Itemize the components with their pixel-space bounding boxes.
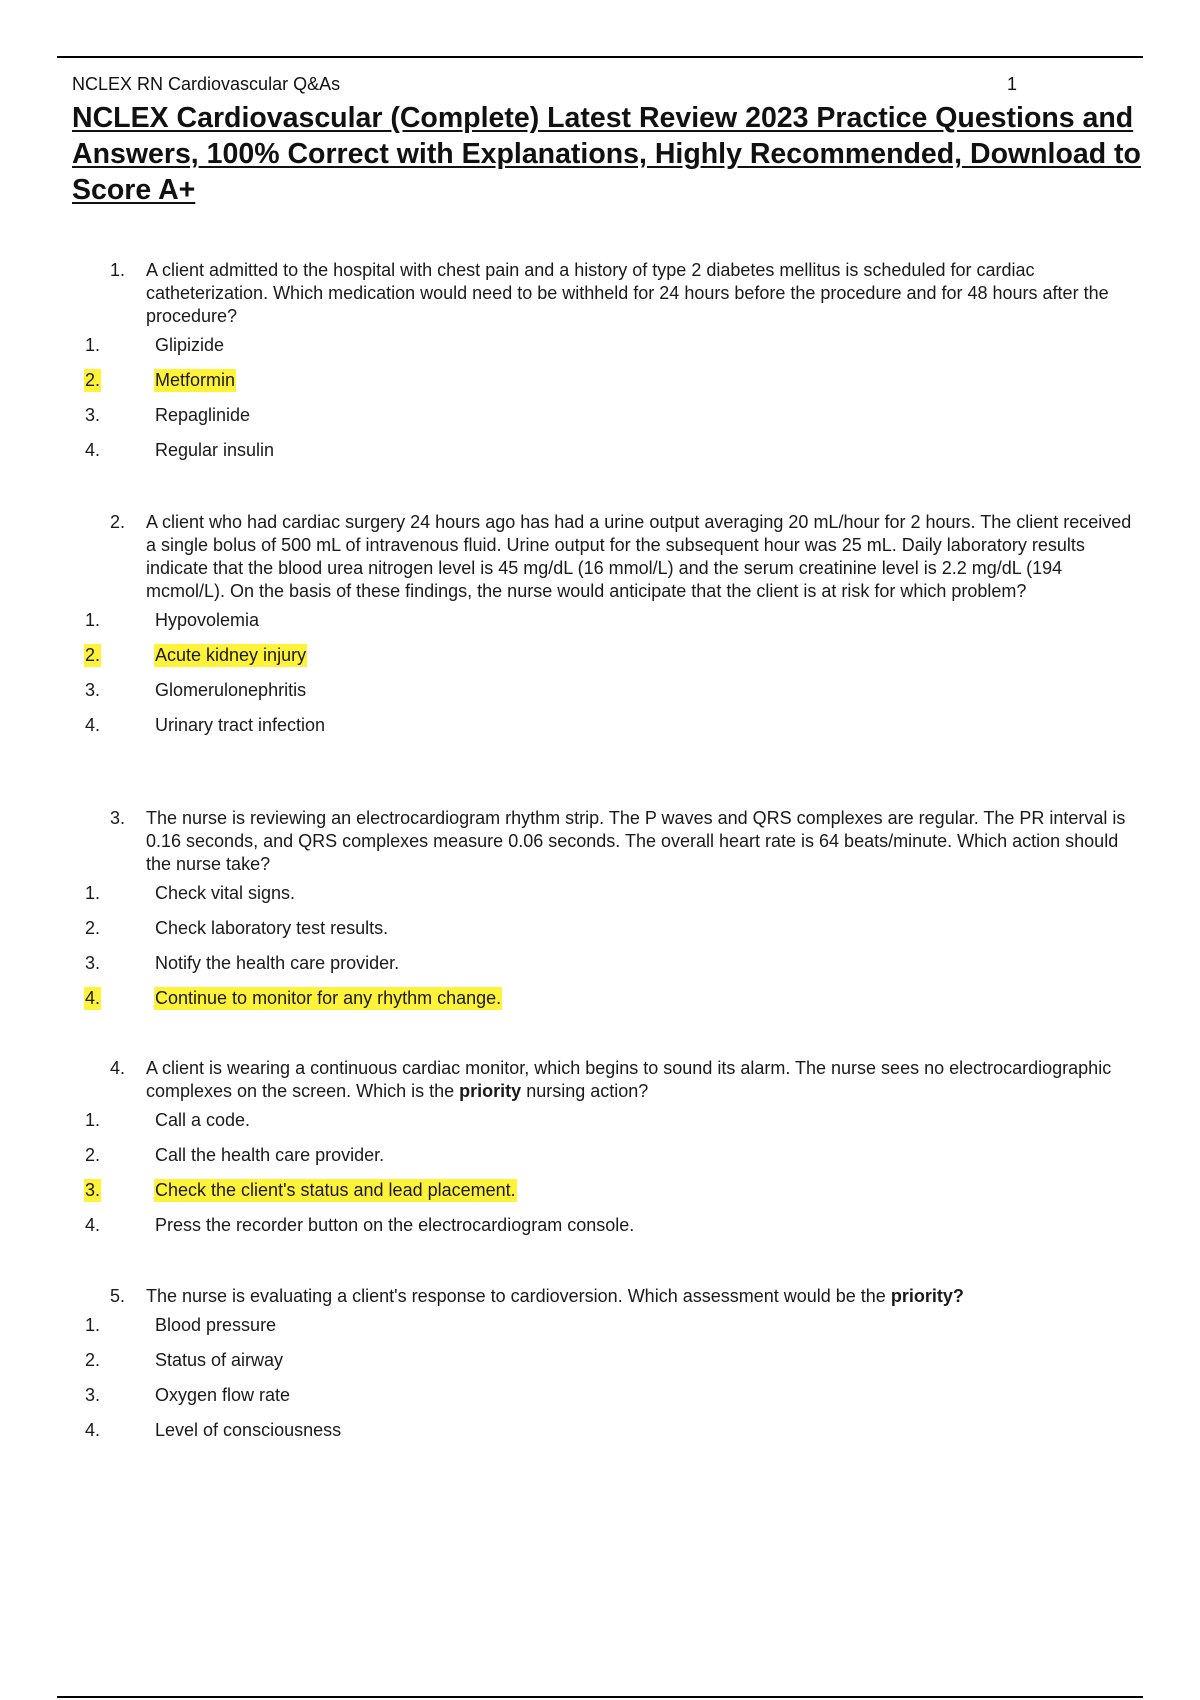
answer-option-correct — [0, 1173, 1200, 1208]
answer-option — [0, 433, 1200, 468]
question-stem — [110, 807, 1146, 876]
answer-option — [0, 911, 1200, 946]
answer-option — [0, 946, 1200, 981]
answer-option — [0, 603, 1200, 638]
answer-option-correct — [0, 363, 1200, 398]
option-number: 1. — [85, 610, 101, 630]
answer-option — [0, 328, 1200, 363]
option-text: Oxygen flow rate — [155, 1385, 291, 1405]
page-header — [72, 74, 1017, 98]
answer-option-correct — [0, 638, 1200, 673]
answer-option — [0, 876, 1200, 911]
option-text: Glipizide — [155, 335, 225, 355]
answer-option — [0, 1343, 1200, 1378]
answer-option — [0, 1378, 1200, 1413]
question-text: A client who had cardiac surgery 24 hours ago has had a urine output averaging 20 mL/hour for 2 hours. The client received a single bolus of 500 mL of intravenous fluid. Urine output for the subsequent hour was 25 mL. Daily laboratory results indicate that the blood urea nitrogen level is 45 mg/dL (16 mmol/L) and the serum creatinine level is 2.2 mg/dL (194 mcmol/L). On the basis of these findings, the nurse would anticipate that the client is at risk for which problem? — [146, 512, 1132, 601]
option-number: 1. — [85, 883, 101, 903]
option-text: Blood pressure — [155, 1315, 277, 1335]
option-text: Repaglinide — [155, 405, 251, 425]
question-3 — [0, 807, 1200, 1016]
question-text-end: nursing action? — [526, 1081, 649, 1101]
option-text: Call the health care provider. — [155, 1145, 385, 1165]
option-number: 1. — [85, 1110, 101, 1130]
bottom-rule — [57, 1696, 1143, 1698]
option-number: 2. — [85, 645, 101, 665]
option-number: 4. — [85, 1215, 101, 1235]
option-text: Call a code. — [155, 1110, 251, 1130]
answer-option — [0, 1208, 1200, 1243]
option-text: Check laboratory test results. — [155, 918, 389, 938]
option-text-highlighted: Check the client's status and lead placement. — [155, 1180, 516, 1200]
option-number: 3. — [85, 1385, 101, 1405]
priority-emphasis: priority — [459, 1081, 522, 1101]
option-number: 4. — [85, 988, 101, 1008]
question-text: A client admitted to the hospital with chest pain and a history of type 2 diabetes mellitus is scheduled for cardiac catheterization. Which medication would need to be withheld for 24 hours before the procedure and for 48 hours after the procedure? — [146, 260, 1109, 326]
question-5 — [0, 1285, 1200, 1448]
option-number: 3. — [85, 680, 101, 700]
option-text: Glomerulonephritis — [155, 680, 307, 700]
option-number: 3. — [85, 1180, 101, 1200]
answer-option-correct — [0, 981, 1200, 1016]
option-number: 3. — [85, 405, 101, 425]
question-stem — [110, 511, 1146, 603]
question-number: 5. — [110, 1286, 126, 1306]
answer-option — [0, 673, 1200, 708]
option-number: 1. — [85, 1315, 101, 1335]
answer-options — [0, 603, 1200, 743]
option-number: 2. — [85, 1350, 101, 1370]
option-text: Check vital signs. — [155, 883, 296, 903]
page-number: 1 — [1006, 74, 1017, 94]
option-text-highlighted: Continue to monitor for any rhythm change. — [155, 988, 502, 1008]
answer-options — [0, 876, 1200, 1016]
question-text: The nurse is evaluating a client's response to cardioversion. Which assessment would be the — [146, 1286, 886, 1306]
document-title: NCLEX Cardiovascular (Complete) Latest Review 2023 Practice Questions and Answers, 100% Correct with Explanations, Highly Recommended, Download to Score A+ — [72, 102, 1141, 206]
answer-option — [0, 1413, 1200, 1448]
answer-option — [0, 708, 1200, 743]
question-1 — [0, 259, 1200, 468]
option-number: 2. — [85, 370, 101, 390]
option-number: 1. — [85, 335, 101, 355]
option-text: Press the recorder button on the electrocardiogram console. — [155, 1215, 635, 1235]
option-number: 4. — [85, 1420, 101, 1440]
question-number: 1. — [110, 260, 126, 280]
answer-option — [0, 1138, 1200, 1173]
option-text-highlighted: Metformin — [155, 370, 236, 390]
question-text: A client is wearing a continuous cardiac monitor, which begins to sound its alarm. The nurse sees no electrocardiographic complexes on the screen. Which is the — [146, 1058, 1112, 1101]
option-text: Level of consciousness — [155, 1420, 342, 1440]
option-text: Notify the health care provider. — [155, 953, 400, 973]
question-stem — [110, 259, 1146, 328]
option-number: 2. — [85, 918, 101, 938]
option-text: Hypovolemia — [155, 610, 260, 630]
question-4 — [0, 1057, 1200, 1243]
option-number: 3. — [85, 953, 101, 973]
option-number: 4. — [85, 440, 101, 460]
answer-option — [0, 1103, 1200, 1138]
question-stem — [110, 1057, 1146, 1103]
question-number: 3. — [110, 808, 126, 828]
question-text: The nurse is reviewing an electrocardiogram rhythm strip. The P waves and QRS complexes are regular. The PR interval is 0.16 seconds, and QRS complexes measure 0.06 seconds. The overall heart rate is 64 beats/minute. Which action should the nurse take? — [146, 808, 1126, 874]
top-rule — [57, 56, 1143, 58]
option-number: 4. — [85, 715, 101, 735]
option-text: Urinary tract infection — [155, 715, 326, 735]
answer-option — [0, 1308, 1200, 1343]
question-stem — [110, 1285, 1146, 1308]
running-title: NCLEX RN Cardiovascular Q&As — [72, 74, 341, 94]
question-2 — [0, 511, 1200, 743]
option-text-highlighted: Acute kidney injury — [155, 645, 307, 665]
answer-option — [0, 398, 1200, 433]
question-number: 4. — [110, 1058, 126, 1078]
answer-options — [0, 328, 1200, 468]
option-number: 2. — [85, 1145, 101, 1165]
answer-options — [0, 1103, 1200, 1243]
question-number: 2. — [110, 512, 126, 532]
option-text: Status of airway — [155, 1350, 284, 1370]
option-text: Regular insulin — [155, 440, 275, 460]
priority-emphasis: priority? — [890, 1286, 964, 1306]
answer-options — [0, 1308, 1200, 1448]
